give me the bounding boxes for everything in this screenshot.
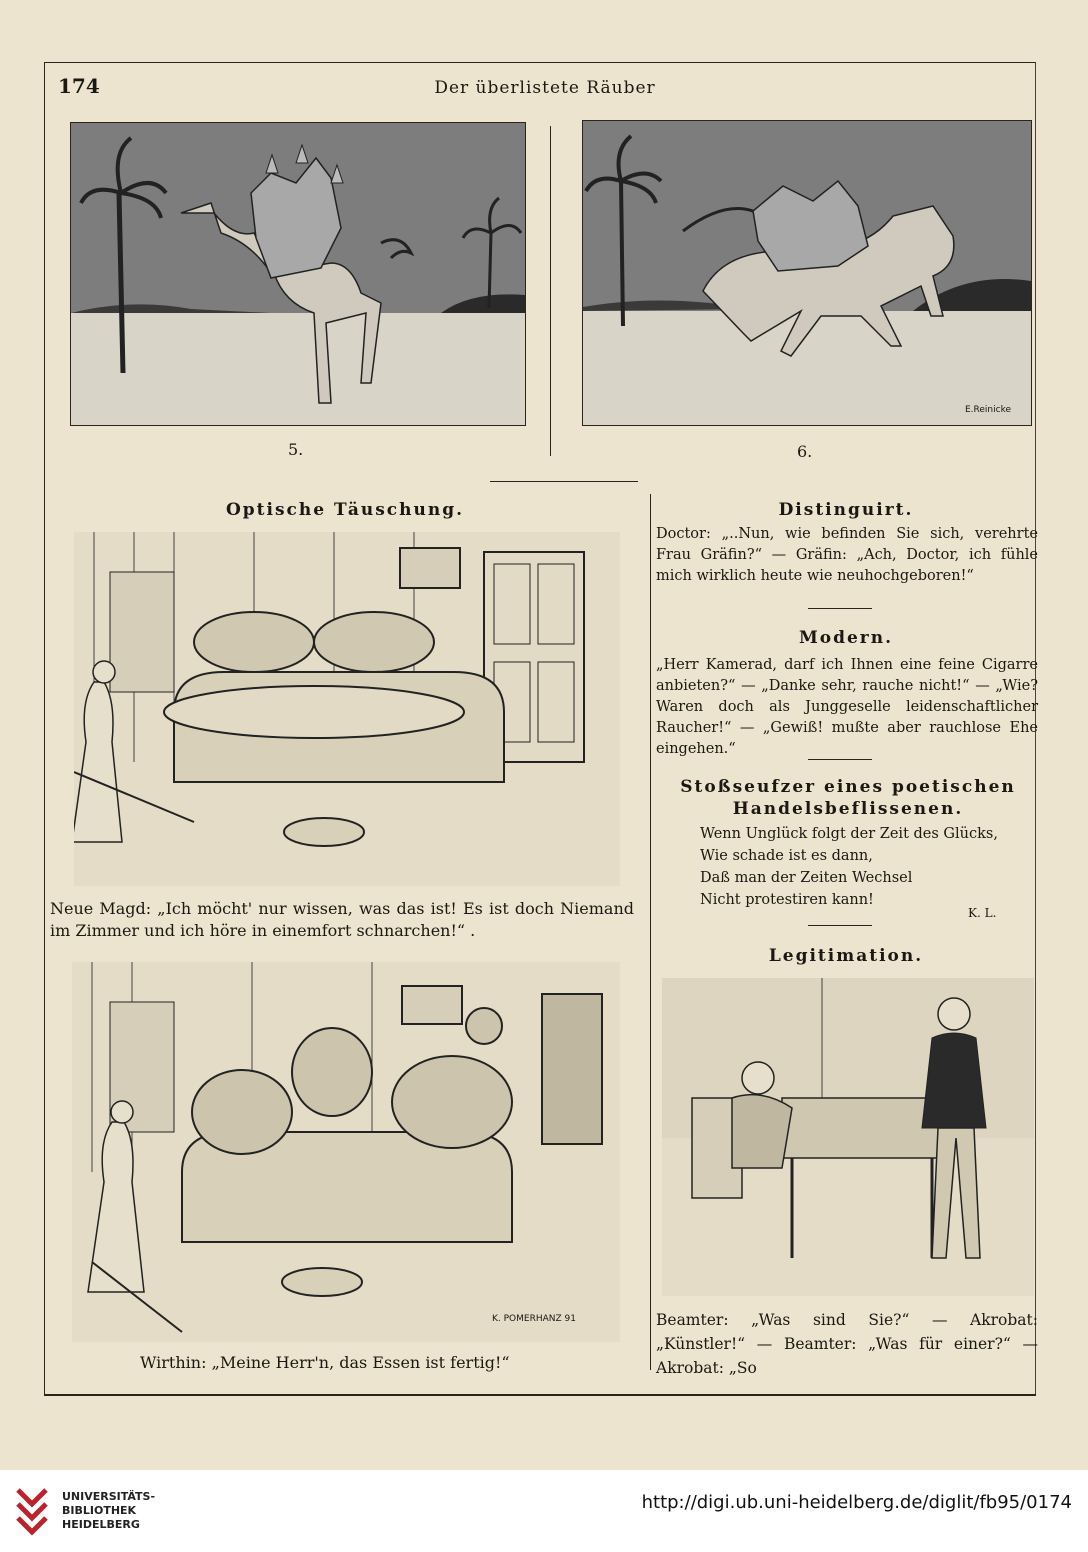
poem-line: Daß man der Zeiten Wechsel [700, 870, 913, 886]
illustration-sofa-empty [74, 532, 620, 886]
heading-optische-tauschung: Optische Täuschung. [225, 500, 465, 520]
caption-wirthin: Wirthin: „Meine Herr'n, das Essen ist fertig!“ [140, 1353, 510, 1372]
institution-name [62, 1490, 155, 1532]
caption-neue-magd: Neue Magd: „Ich möcht' nur wissen, was das ist! Es ist doch Niemand im Zimmer und ich höre in einemfort schnarchen!“ . [50, 899, 634, 940]
top-divider [550, 126, 551, 456]
poem-line: Nicht protestiren kann! [700, 892, 874, 908]
heading-distinguirt: Distinguirt. [778, 500, 914, 520]
panel-5-number: 5. [288, 440, 304, 459]
bottom-rule [44, 1394, 1036, 1396]
poem [700, 823, 1020, 911]
poem-author: K. L. [968, 906, 997, 920]
illustration-office [662, 978, 1034, 1296]
rule-1 [808, 608, 872, 609]
illustration-horse-chase [582, 120, 1032, 426]
page-number: 174 [58, 74, 100, 98]
rule-3 [808, 925, 872, 926]
column-divider [650, 494, 651, 1370]
artist-signature: K. POMERHANZ 91 [492, 1314, 576, 1324]
permalink-url[interactable]: http://digi.ub.uni-heidelberg.de/diglit/fb95/0174 [641, 1492, 1072, 1513]
heading-modern: Modern. [798, 628, 894, 648]
ub-heidelberg-logo-icon [12, 1482, 52, 1540]
illustration-sofa-guests [72, 962, 620, 1342]
institution-line: BIBLIOTHEK [62, 1504, 137, 1517]
text-distinguirt: Doctor: „..Nun, wie befinden Sie sich, verehrte Frau Gräfin?“ — Gräfin: „Ach, Doctor, ich fühle mich wirklich heute wie neuhochgeboren!“ [656, 526, 1038, 584]
panel-6-number: 6. [797, 442, 813, 461]
section-rule [490, 481, 638, 482]
text-legitimation: Beamter: „Was sind Sie?“ — Akrobat: „Künstler!“ — Beamter: „Was für einer?“ — Akrobat: „So [656, 1311, 1038, 1377]
illustration-camel-riders [70, 122, 526, 426]
page-title: Der überlistete Räuber [434, 78, 656, 98]
poem-line: Wie schade ist es dann, [700, 848, 873, 864]
heading-stossseufzer: Stoßseufzer eines poetischen Handelsbeflissenen. [680, 777, 1016, 819]
heading-legitimation: Legitimation. [768, 946, 924, 966]
panel-6-signature: E.Reinicke [964, 405, 1011, 415]
text-modern: „Herr Kamerad, darf ich Ihnen eine feine Cigarre anbieten?“ — „Danke sehr, rauche nicht!“ — „Wie? Waren doch als Junggeselle leidenschaftlicher Raucher!“ — „Gewiß! mußte aber rauchlose Ehe eingehen.“ [656, 657, 1038, 757]
institution-line: HEIDELBERG [62, 1518, 140, 1531]
footer-bar [0, 1470, 1088, 1552]
rule-2 [808, 759, 872, 760]
poem-line: Wenn Unglück folgt der Zeit des Glücks, [700, 826, 998, 842]
institution-line: UNIVERSITÄTS- [62, 1490, 156, 1503]
